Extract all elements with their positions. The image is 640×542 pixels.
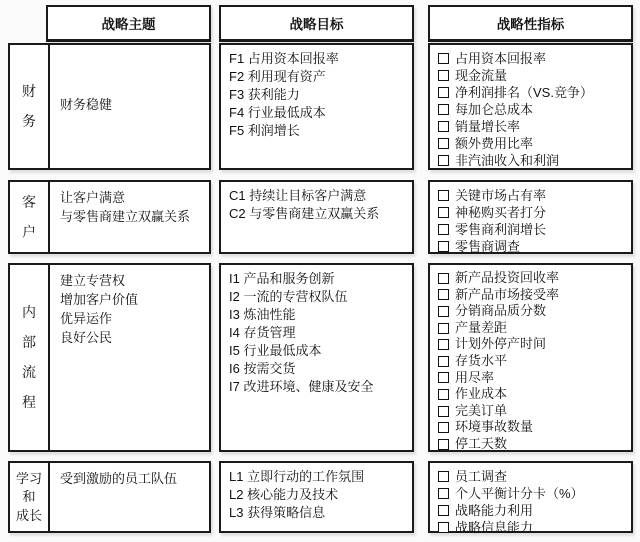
indicator-label: 停工天数	[455, 435, 508, 451]
indicator-label: 作业成本	[455, 386, 508, 402]
text-label: I6 按需交货	[229, 361, 296, 376]
text-label: 建立专营权	[60, 273, 126, 288]
indicators-cell-internal-process	[428, 263, 633, 452]
checkbox-icon	[438, 104, 449, 115]
checkbox-icon	[438, 389, 449, 400]
header-strategic-theme	[46, 5, 211, 42]
text-line	[60, 328, 203, 347]
text-label: F1 占用资本回报率	[229, 51, 339, 66]
text-label: C1 持续让目标客户满意	[229, 188, 367, 203]
text-label: L1 立即行动的工作氛围	[229, 469, 365, 484]
checkbox-icon	[438, 406, 449, 417]
checkbox-icon	[438, 138, 449, 149]
indicator-label: 占用资本回报率	[455, 51, 547, 66]
text-line	[229, 378, 408, 396]
text-line	[229, 306, 408, 324]
text-line	[60, 290, 203, 309]
text-label: 财	[22, 83, 36, 100]
text-label: 和	[22, 489, 36, 505]
theme-cell-customer	[50, 182, 209, 252]
indicator-item	[438, 468, 627, 485]
indicator-item	[438, 320, 627, 337]
indicator-item	[438, 436, 627, 453]
indicator-label: 完美订单	[455, 402, 508, 418]
objectives-cell-learning-growth	[219, 461, 414, 533]
indicator-item	[438, 152, 627, 169]
row-financial-theme-box	[8, 43, 211, 170]
indicator-item	[438, 67, 627, 84]
text-label: I4 存货管理	[229, 325, 296, 340]
indicator-item	[438, 336, 627, 353]
objectives-cell-financial	[219, 43, 414, 170]
indicator-label: 用尽率	[455, 369, 495, 385]
text-label: 让客户满意	[60, 190, 126, 205]
text-label: F5 利润增长	[229, 123, 300, 138]
row-learning-growth-theme-box	[8, 461, 211, 533]
checkbox-icon	[438, 207, 449, 218]
perspective-label-customer	[10, 182, 50, 252]
checkbox-icon	[438, 372, 449, 383]
indicator-item	[438, 403, 627, 420]
indicator-item	[438, 270, 627, 287]
text-label: 与零售商建立双赢关系	[60, 209, 191, 224]
perspective-label-learning-growth	[10, 463, 50, 531]
text-label: 部	[22, 334, 36, 351]
text-line	[229, 270, 408, 288]
text-label: 户	[22, 223, 36, 240]
indicators-cell-learning-growth	[428, 461, 633, 533]
text-line	[16, 471, 42, 487]
indicator-item	[438, 187, 627, 204]
indicator-item	[438, 221, 627, 238]
text-line	[229, 122, 408, 140]
checkbox-icon	[438, 505, 449, 516]
indicator-label: 个人平衡计分卡（%）	[455, 486, 584, 501]
row-internal-process-theme-box	[8, 263, 211, 452]
checkbox-icon	[438, 121, 449, 132]
header-strategic-objectives	[219, 5, 414, 42]
checkbox-icon	[438, 241, 449, 252]
text-line	[229, 342, 408, 360]
text-label: 优异运作	[60, 311, 113, 326]
text-label: L3 获得策略信息	[229, 505, 326, 520]
indicator-item	[438, 353, 627, 370]
checkbox-icon	[438, 155, 449, 166]
indicator-item	[438, 118, 627, 135]
theme-cell-learning-growth	[50, 463, 209, 531]
indicator-label: 新产品市场接受率	[455, 286, 560, 302]
header-strategic-indicators	[428, 5, 633, 42]
indicator-label: 员工调查	[455, 469, 508, 484]
indicator-label: 非汽油收入和利润	[455, 153, 560, 168]
text-label: 客	[22, 193, 36, 210]
text-label: F2 利用现有资产	[229, 69, 326, 84]
checkbox-icon	[438, 224, 449, 235]
checkbox-icon	[438, 488, 449, 499]
checkbox-icon	[438, 471, 449, 482]
text-line	[22, 364, 36, 381]
indicator-item	[438, 84, 627, 101]
indicator-item	[438, 204, 627, 221]
text-line	[22, 334, 36, 351]
indicator-item	[438, 287, 627, 304]
indicator-label: 现金流量	[455, 68, 508, 83]
text-line	[229, 360, 408, 378]
text-line	[60, 271, 203, 290]
perspective-label-financial	[10, 45, 50, 168]
text-line	[22, 194, 36, 211]
text-label: I3 炼油性能	[229, 307, 296, 322]
checkbox-icon	[438, 339, 449, 350]
text-label: I7 改进环境、健康及安全	[229, 379, 374, 394]
indicator-label: 零售商调查	[455, 239, 521, 254]
text-line	[22, 304, 36, 321]
checkbox-icon	[438, 522, 449, 533]
checkbox-icon	[438, 422, 449, 433]
text-line	[60, 95, 203, 114]
text-line	[60, 469, 203, 488]
checkbox-icon	[438, 289, 449, 300]
text-line	[60, 207, 203, 226]
header-strategic-theme-label: 战略主题	[101, 17, 156, 32]
text-line	[229, 104, 408, 122]
text-label: C2 与零售商建立双赢关系	[229, 206, 380, 221]
text-label: F3 获利能力	[229, 87, 300, 102]
indicator-label: 额外费用比率	[455, 136, 534, 151]
indicator-item	[438, 502, 627, 519]
text-label: 内	[22, 304, 36, 321]
text-line	[22, 394, 36, 411]
indicator-label: 分销商品质分数	[455, 303, 547, 319]
indicators-cell-customer	[428, 180, 633, 254]
text-label: 受到激励的员工队伍	[60, 471, 178, 486]
text-label: 流	[22, 364, 36, 380]
indicator-label: 战略信息能力	[455, 520, 534, 535]
indicator-label: 计划外停产时间	[455, 336, 547, 352]
text-line	[229, 324, 408, 342]
indicator-item	[438, 419, 627, 436]
indicator-label: 净利润排名（VS.竞争）	[455, 85, 593, 100]
indicator-label: 存货水平	[455, 352, 508, 368]
text-line	[229, 50, 408, 68]
indicator-label: 环境事故数量	[455, 419, 534, 435]
text-label: L2 核心能力及技术	[229, 487, 339, 502]
checkbox-icon	[438, 323, 449, 334]
checkbox-icon	[438, 356, 449, 367]
text-label: 学习	[15, 470, 42, 486]
header-strategic-objectives-label: 战略目标	[289, 17, 344, 32]
indicator-label: 神秘购买者打分	[455, 205, 547, 220]
indicators-cell-financial	[428, 43, 633, 170]
text-line	[16, 508, 42, 524]
text-line	[229, 86, 408, 104]
indicator-item	[438, 519, 627, 536]
text-line	[229, 68, 408, 86]
indicator-label: 每加仑总成本	[455, 102, 534, 117]
text-label: 财务稳健	[60, 97, 113, 112]
indicator-label: 新产品投资回收率	[455, 270, 560, 285]
checkbox-icon	[438, 273, 449, 284]
indicator-item	[438, 135, 627, 152]
indicator-item	[438, 386, 627, 403]
indicator-item	[438, 238, 627, 255]
text-line	[229, 288, 408, 306]
checkbox-icon	[438, 306, 449, 317]
row-customer-theme-box	[8, 180, 211, 254]
indicator-item	[438, 485, 627, 502]
text-label: 良好公民	[60, 330, 113, 345]
checkbox-icon	[438, 190, 449, 201]
text-line	[229, 468, 408, 486]
indicator-label: 零售商利润增长	[455, 222, 547, 237]
indicator-item	[438, 50, 627, 67]
indicator-label: 战略能力利用	[455, 503, 534, 518]
checkbox-icon	[438, 53, 449, 64]
text-label: I5 行业最低成本	[229, 343, 322, 358]
checkbox-icon	[438, 439, 449, 450]
theme-cell-financial	[50, 45, 209, 168]
text-line	[22, 489, 35, 505]
indicator-item	[438, 101, 627, 118]
objectives-cell-customer	[219, 180, 414, 254]
text-label: F4 行业最低成本	[229, 105, 326, 120]
text-label: 务	[22, 113, 36, 129]
checkbox-icon	[438, 87, 449, 98]
text-label: 程	[22, 393, 36, 410]
text-line	[229, 187, 408, 205]
text-label: 增加客户价值	[60, 292, 139, 307]
text-label: I1 产品和服务创新	[229, 271, 335, 286]
objectives-cell-internal-process	[219, 263, 414, 452]
text-line	[60, 309, 203, 328]
indicator-label: 关键市场占有率	[455, 188, 547, 203]
text-line	[229, 486, 408, 504]
text-line	[60, 188, 203, 207]
text-line	[229, 205, 408, 223]
perspective-label-internal-process	[10, 265, 50, 450]
indicator-label: 产量差距	[455, 319, 508, 335]
text-label: 成长	[15, 507, 42, 523]
text-label: I2 一流的专营权队伍	[229, 289, 348, 304]
indicator-label: 销量增长率	[455, 119, 521, 134]
text-line	[22, 224, 36, 241]
text-line	[22, 83, 36, 100]
checkbox-icon	[438, 70, 449, 81]
text-line	[229, 504, 408, 522]
text-line	[22, 113, 36, 130]
indicator-item	[438, 370, 627, 387]
header-strategic-indicators-label: 战略性指标	[496, 17, 565, 32]
theme-cell-internal-process	[50, 265, 209, 450]
indicator-item	[438, 303, 627, 320]
